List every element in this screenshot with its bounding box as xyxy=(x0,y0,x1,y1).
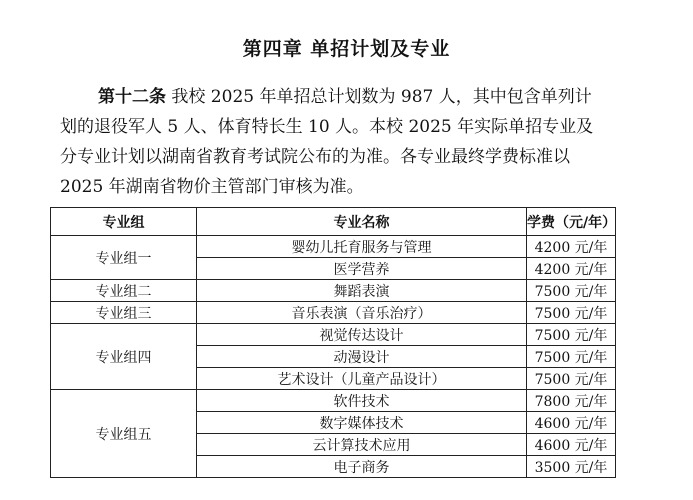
article-line-2: 划的退役军人 5 人、体育特长生 10 人。本校 2025 年实际单招专业及 xyxy=(60,117,594,137)
article-line-3: 分专业计划以湖南省教育考试院公布的为准。各专业最终学费标准以 xyxy=(60,147,570,167)
group-cell: 专业组五 xyxy=(51,390,197,478)
major-cell: 动漫设计 xyxy=(197,346,527,368)
article-text-1: 我校 2025 年单招总计划数为 987 人，其中包含单列计 xyxy=(171,87,592,107)
fee-cell: 7500 元/年 xyxy=(527,302,616,324)
major-cell: 音乐表演（音乐治疗） xyxy=(197,302,527,324)
major-cell: 软件技术 xyxy=(197,390,527,412)
table-header-row xyxy=(51,208,616,236)
major-cell: 视觉传达设计 xyxy=(197,324,527,346)
major-cell: 舞蹈表演 xyxy=(197,280,527,302)
fee-cell: 7500 元/年 xyxy=(527,368,616,390)
fee-cell: 4600 元/年 xyxy=(527,434,616,456)
table-row xyxy=(51,390,616,412)
major-cell: 婴幼儿托育服务与管理 xyxy=(197,236,527,258)
major-cell: 数字媒体技术 xyxy=(197,412,527,434)
major-cell: 艺术设计（儿童产品设计） xyxy=(197,368,527,390)
fee-cell: 7800 元/年 xyxy=(527,390,616,412)
table-row xyxy=(51,324,616,346)
header-fee: 学费（元/年） xyxy=(527,208,616,236)
header-group: 专业组 xyxy=(51,208,197,236)
fee-cell: 4200 元/年 xyxy=(527,236,616,258)
enrollment-plan-table xyxy=(50,207,616,478)
table-body xyxy=(51,236,616,478)
group-cell: 专业组二 xyxy=(51,280,197,302)
major-cell: 云计算技术应用 xyxy=(197,434,527,456)
article-line-1 xyxy=(98,82,678,112)
group-cell: 专业组一 xyxy=(51,236,197,280)
article-line-4: 2025 年湖南省物价主管部门审核为准。 xyxy=(60,177,364,197)
group-cell: 专业组三 xyxy=(51,302,197,324)
table-row xyxy=(51,280,616,302)
fee-cell: 7500 元/年 xyxy=(527,280,616,302)
fee-cell: 4200 元/年 xyxy=(527,258,616,280)
table-row xyxy=(51,302,616,324)
chapter-title: 第四章 单招计划及专业 xyxy=(242,38,451,60)
major-cell: 医学营养 xyxy=(197,258,527,280)
fee-cell: 4600 元/年 xyxy=(527,412,616,434)
fee-cell: 3500 元/年 xyxy=(527,456,616,478)
group-cell: 专业组四 xyxy=(51,324,197,390)
fee-cell: 7500 元/年 xyxy=(527,324,616,346)
fee-cell: 7500 元/年 xyxy=(527,346,616,368)
header-major: 专业名称 xyxy=(197,208,527,236)
previous-page-fragment xyxy=(0,0,693,8)
article-label: 第十二条 xyxy=(98,87,166,107)
table-row xyxy=(51,236,616,258)
major-cell: 电子商务 xyxy=(197,456,527,478)
